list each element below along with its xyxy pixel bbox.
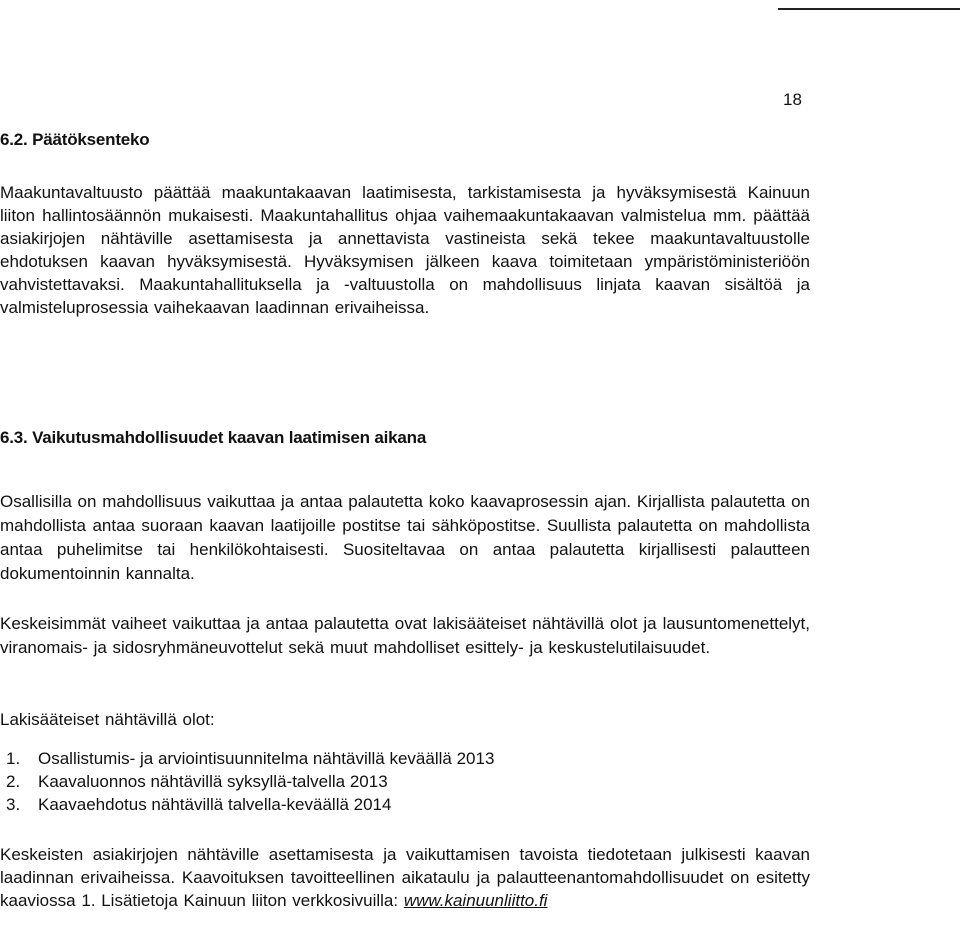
list-item-text: Osallistumis- ja arviointisuunnitelma nähtävillä keväällä 2013 [38,749,495,768]
announcements-text: Keskeisten asiakirjojen nähtäville asettamisesta ja vaikuttamisen tavoista tiedotetaan julkisesti kaavan laadinnan erivaiheissa. Kaavoituksen tavoitteellinen aikataulu ja palautteenantomahdollisuudet on esitetty kaaviossa 1. Lisätietoja Kainuun liiton verkkosivuilla: [0,845,810,910]
section-heading-6-2: 6.2. Päätöksenteko [0,130,150,149]
list-item [6,770,494,793]
paragraph-feedback-channels: Osallisilla on mahdollisuus vaikuttaa ja antaa palautetta koko kaavaprosessin ajan. Kirjallista palautetta on mahdollista antaa suoraan kaavan laatijoille postitse tai sähköpostitse. Suullista palautetta on mahdollista antaa puhelimitse tai henkilökohtaisesti. Suositeltavaa on antaa palautetta kirjallisesti palautteen dokumentoinnin kannalta. [0,492,810,583]
paragraph-announcements [0,843,810,912]
public-display-list [6,747,494,816]
section-heading-6-3: 6.3. Vaikutusmahdollisuudet kaavan laatimisen aikana [0,428,427,447]
top-rule [778,8,960,10]
list-item-number: 1. [6,749,21,768]
list-item-text: Kaavaluonnos nähtävillä syksyllä-talvella 2013 [38,772,388,791]
list-item-text: Kaavaehdotus nähtävillä talvella-keväällä 2014 [38,795,392,814]
paragraph-key-phases: Keskeisimmät vaiheet vaikuttaa ja antaa palautetta ovat lakisääteiset nähtävillä olot ja lausuntomenettelyt, viranomais- ja sidosryhmäneuvottelut sekä muut mahdolliset esittely- ja keskustelutilaisuudet. [0,614,810,657]
paragraph-decision-making: Maakuntavaltuusto päättää maakuntakaavan laatimisesta, tarkistamisesta ja hyväksymisestä Kainuun liiton hallintosäännön mukaisesti. Maakuntahallitus ohjaa vaihemaakuntakaavan valmistelua mm. päättää asiakirjojen nähtäville asettamisesta ja annettavista vastineista sekä tekee maakuntavaltuustolle ehdotuksen kaavan hyväksymisestä. Hyväksymisen jälkeen kaava toimitetaan ympäristöministeriöön vahvistettavaksi. Maakuntahallituksella ja -valtuustolla on mahdollisuus linjata kaavan sisältöä ja valmisteluprosessia vaihekaavan laadinnan erivaiheissa. [0,183,810,317]
list-item [6,793,494,816]
list-item-number: 2. [6,772,21,791]
website-link[interactable]: www.kainuunliitto.fi [403,891,548,910]
list-item-number: 3. [6,795,21,814]
list-item [6,747,494,770]
page-number: 18 [783,90,802,109]
list-intro: Lakisääteiset nähtävillä olot: [0,710,215,729]
